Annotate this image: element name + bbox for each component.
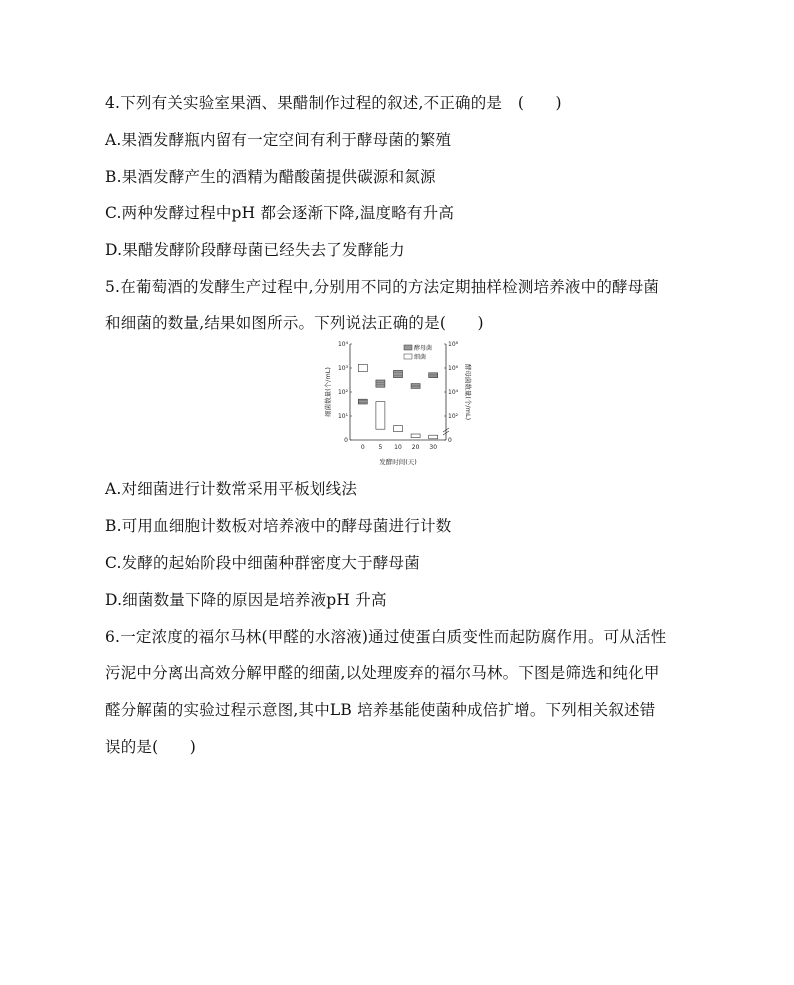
bar-bacteria (411, 434, 420, 438)
legend-label-bacteria: 细菌 (414, 354, 427, 361)
bar-bacteria (358, 364, 367, 371)
bar-yeast (394, 370, 403, 377)
chart-svg (318, 336, 478, 468)
q5-option-a: A.对细菌进行计数常采用平板划线法 (105, 480, 358, 498)
bar-yeast (376, 380, 385, 387)
bar-bacteria (376, 402, 385, 430)
y-tick-left: 0 (344, 437, 348, 444)
q6-stem-line1: 6.一定浓度的福尔马林(甲醛的水溶液)通过使蛋白质变性而起防腐作用。可从活性 (105, 628, 667, 646)
x-tick-label: 0 (360, 444, 365, 451)
fermentation-chart (318, 336, 478, 468)
q4-stem: 4.下列有关实验室果酒、果醋制作过程的叙述,不正确的是 ( ) (105, 94, 562, 112)
y-axis-label-right: 酵母菌数量(个/mL) (464, 363, 472, 421)
q4-option-a: A.果酒发酵瓶内留有一定空间有利于酵母菌的繁殖 (105, 131, 452, 149)
y-tick-right: 10⁴ (448, 389, 459, 396)
q6-stem-line4: 误的是( ) (105, 738, 196, 756)
x-axis-label: 发酵时间(天) (379, 458, 417, 466)
q5-option-d: D.细菌数量下降的原因是培养液pH 升高 (105, 591, 387, 609)
q5-option-b: B.可用血细胞计数板对培养液中的酵母菌进行计数 (105, 517, 452, 535)
q6-stem-line2: 污泥中分离出高效分解甲醛的细菌,以处理废弃的福尔马林。下图是筛选和纯化甲 (105, 664, 660, 682)
y-axis-label-left: 细菌数量(个/mL) (324, 367, 332, 417)
bar-bacteria (394, 426, 403, 432)
legend-swatch-yeast (404, 345, 412, 350)
x-tick-label: 20 (411, 444, 420, 451)
y-tick-left: 10³ (337, 365, 348, 372)
legend-swatch-bacteria (404, 354, 412, 359)
x-tick-label: 10 (394, 444, 402, 451)
q5-stem-line2: 和细菌的数量,结果如图所示。下列说法正确的是( ) (105, 314, 484, 332)
q6-stem-line3: 醛分解菌的实验过程示意图,其中LB 培养基能使菌种成倍扩增。下列相关叙述错 (105, 701, 656, 719)
y-tick-left: 10² (337, 389, 348, 396)
y-tick-right: 10² (448, 413, 459, 420)
bar-bacteria (429, 435, 438, 439)
x-tick-label: 5 (378, 444, 383, 451)
legend-label-yeast: 酵母菌 (414, 345, 433, 352)
y-tick-right: 10⁸ (448, 341, 459, 348)
bar-yeast (358, 399, 367, 404)
q4-option-c: C.两种发酵过程中pH 都会逐渐下降,温度略有升高 (105, 204, 455, 222)
q5-stem-line1: 5.在葡萄酒的发酵生产过程中,分别用不同的方法定期抽样检测培养液中的酵母菌 (105, 278, 660, 296)
y-tick-right: 0 (448, 437, 452, 444)
q4-option-b: B.果酒发酵产生的酒精为醋酸菌提供碳源和氮源 (105, 168, 436, 186)
q5-option-c: C.发酵的起始阶段中细菌种群密度大于酵母菌 (105, 554, 420, 572)
bar-yeast (411, 384, 420, 389)
y-tick-left: 10¹ (337, 413, 348, 420)
bar-yeast (429, 373, 438, 378)
y-tick-left: 10⁴ (337, 341, 348, 348)
x-tick-label: 30 (429, 444, 438, 451)
q4-option-d: D.果醋发酵阶段酵母菌已经失去了发酵能力 (105, 241, 405, 259)
y-tick-right: 10⁶ (448, 365, 459, 372)
